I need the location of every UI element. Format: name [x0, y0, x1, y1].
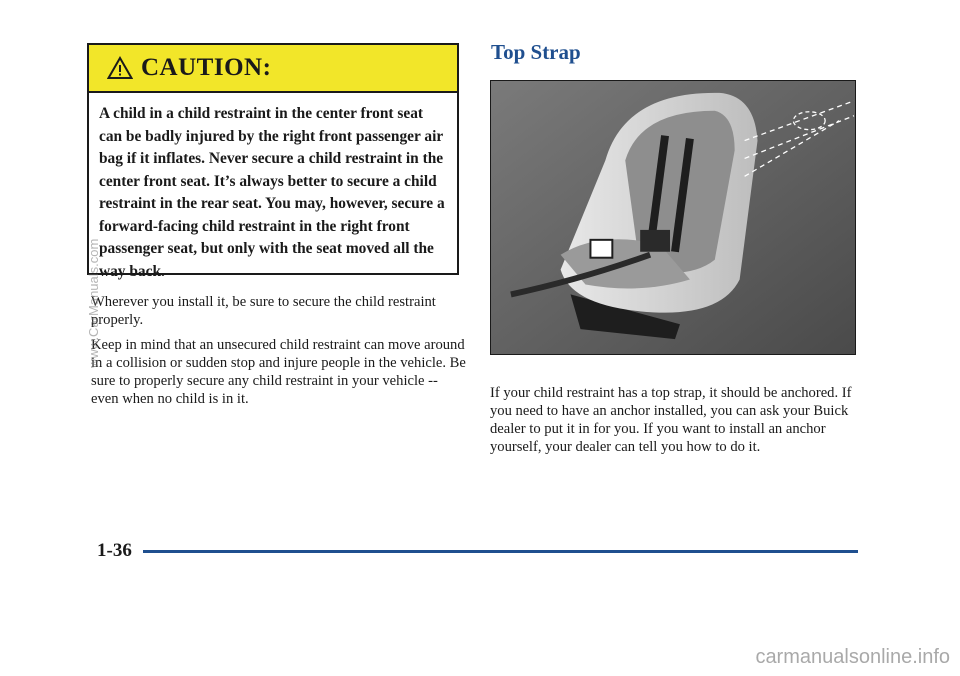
warning-triangle-icon: [107, 56, 133, 80]
install-paragraph: Wherever you install it, be sure to secure the child restraint properly.: [91, 294, 436, 328]
unsecured-paragraph: Keep in mind that an unsecured child restraint can move around in a collision or sudden stop and injure people in the vehicle. Be sure to properly secure any child restraint in your vehicle -- even when no child is in it.: [91, 337, 466, 407]
child-seat-illustration-icon: [491, 81, 855, 354]
caution-box: [87, 43, 459, 280]
caution-text: A child in a child restraint in the center front seat can be badly injured by the right front passenger air bag if it inflates. Never secure a child restraint in the center front seat. It’s always better to secure a child restraint in the rear seat. You may, however, secure a forward-facing child restraint in the right front passenger seat, but only with the seat moved all the way back.: [99, 105, 445, 280]
child-seat-top-strap-illustration: [490, 80, 856, 355]
top-strap-paragraph: If your child restraint has a top strap, it should be anchored. If you need to have an anchor installed, you can ask your Buick dealer to put it in for you. If you want to install an anchor yourself, your dealer can tell you how to do it.: [490, 385, 852, 455]
footer-rule: [143, 550, 858, 553]
page-number: 1-36: [97, 540, 132, 561]
section-title: Top Strap: [491, 40, 581, 64]
side-watermark: www.CarManuals.com: [86, 238, 101, 368]
caution-header: [89, 45, 457, 93]
caution-title: CAUTION:: [141, 54, 272, 81]
bottom-watermark: carmanualsonline.info: [755, 646, 950, 668]
